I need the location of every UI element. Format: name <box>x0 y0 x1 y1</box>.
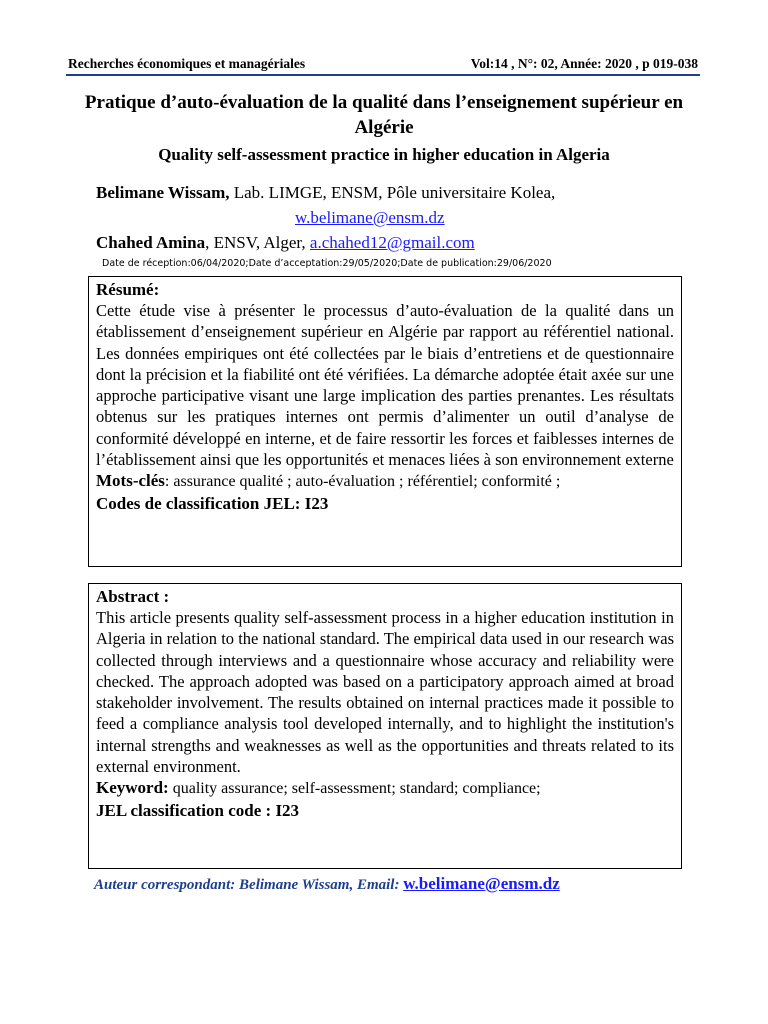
author-1 <box>96 182 555 204</box>
corresponding-label: Auteur correspondant: Belimane Wissam, Email: <box>94 877 404 893</box>
abstract-keywords-text: quality assurance; self-assessment; standard; compliance; <box>168 780 541 798</box>
resume-keywords <box>96 470 674 493</box>
publication-dates: Date de réception:06/04/2020;Date d’acceptation:29/05/2020;Date de publication:29/06/2020 <box>102 258 552 269</box>
author-1-email-link[interactable]: w.belimane@ensm.dz <box>295 208 445 227</box>
author-1-email-line <box>295 207 445 229</box>
header-divider <box>66 74 700 76</box>
resume-text: Cette étude vise à présenter le processus d’auto-évaluation de la qualité dans un établissement d’enseignement supérieur en Algérie par rapport au référentiel national. Les données empiriques ont été collectées par le biais d’entretiens et de questionnaire dont la précision et la fiabilité ont été vérifiées. La démarche adoptée était axée sur une approche participative visant une large implication des parties prenantes. Les résultats obtenus sur les pratiques internes ont permis d’alimenter un outil d’analyse de conformité développé en interne, et de faire ressortir les forces et faiblesses internes de l’établissement ainsi que les opportunités et menaces liées à son environnement externe <box>96 301 674 470</box>
resume-keywords-text: : assurance qualité ; auto-évaluation ; référentiel; conformité ; <box>164 473 561 491</box>
author-1-affiliation: Lab. LIMGE, ENSM, Pôle universitaire Kolea, <box>229 183 556 202</box>
title-french: Pratique d’auto-évaluation de la qualité dans l’enseignement supérieur en Algérie <box>84 92 684 138</box>
resume-heading: Résumé: <box>96 280 160 299</box>
author-2-affiliation: , ENSV, Alger, <box>205 233 310 252</box>
abstract-keywords <box>96 777 674 800</box>
resume-box <box>88 276 682 567</box>
abstract-box <box>88 583 682 869</box>
corresponding-author <box>94 874 560 894</box>
author-2 <box>96 232 475 254</box>
author-2-email-link[interactable]: a.chahed12@gmail.com <box>309 233 475 252</box>
abstract-text: This article presents quality self-assessment process in a higher education institution in Algeria in relation to the national standard. The empirical data used in our research was collected through interviews and a questionnaire whose accuracy and reliability were checked. The approach adopted was based on a participatory approach aimed at broad stakeholder involvement. The results obtained on internal practices made it possible to feed a compliance analysis tool developed internally, and to highlight the institution's internal strengths and weaknesses as well as the opportunities and threats related to its external environment. <box>96 608 674 777</box>
abstract-jel-code: JEL classification code : I23 <box>96 801 300 821</box>
resume-keywords-label: Mots-clés <box>96 471 165 491</box>
abstract-keywords-label: Keyword: <box>96 778 169 798</box>
title-english: Quality self-assessment practice in higher education in Algeria <box>158 145 610 164</box>
author-2-name: Chahed Amina <box>96 233 206 252</box>
abstract-heading: Abstract : <box>96 587 170 606</box>
resume-jel-code: Codes de classification JEL: I23 <box>96 494 329 514</box>
author-1-name: Belimane Wissam, <box>96 183 230 202</box>
corresponding-email-link[interactable]: w.belimane@ensm.dz <box>403 874 560 893</box>
running-header <box>68 56 698 72</box>
journal-name: Recherches économiques et managériales <box>68 56 306 71</box>
volume-info: Vol:14 , N°: 02, Année: 2020 , p 019-038 <box>470 56 698 71</box>
